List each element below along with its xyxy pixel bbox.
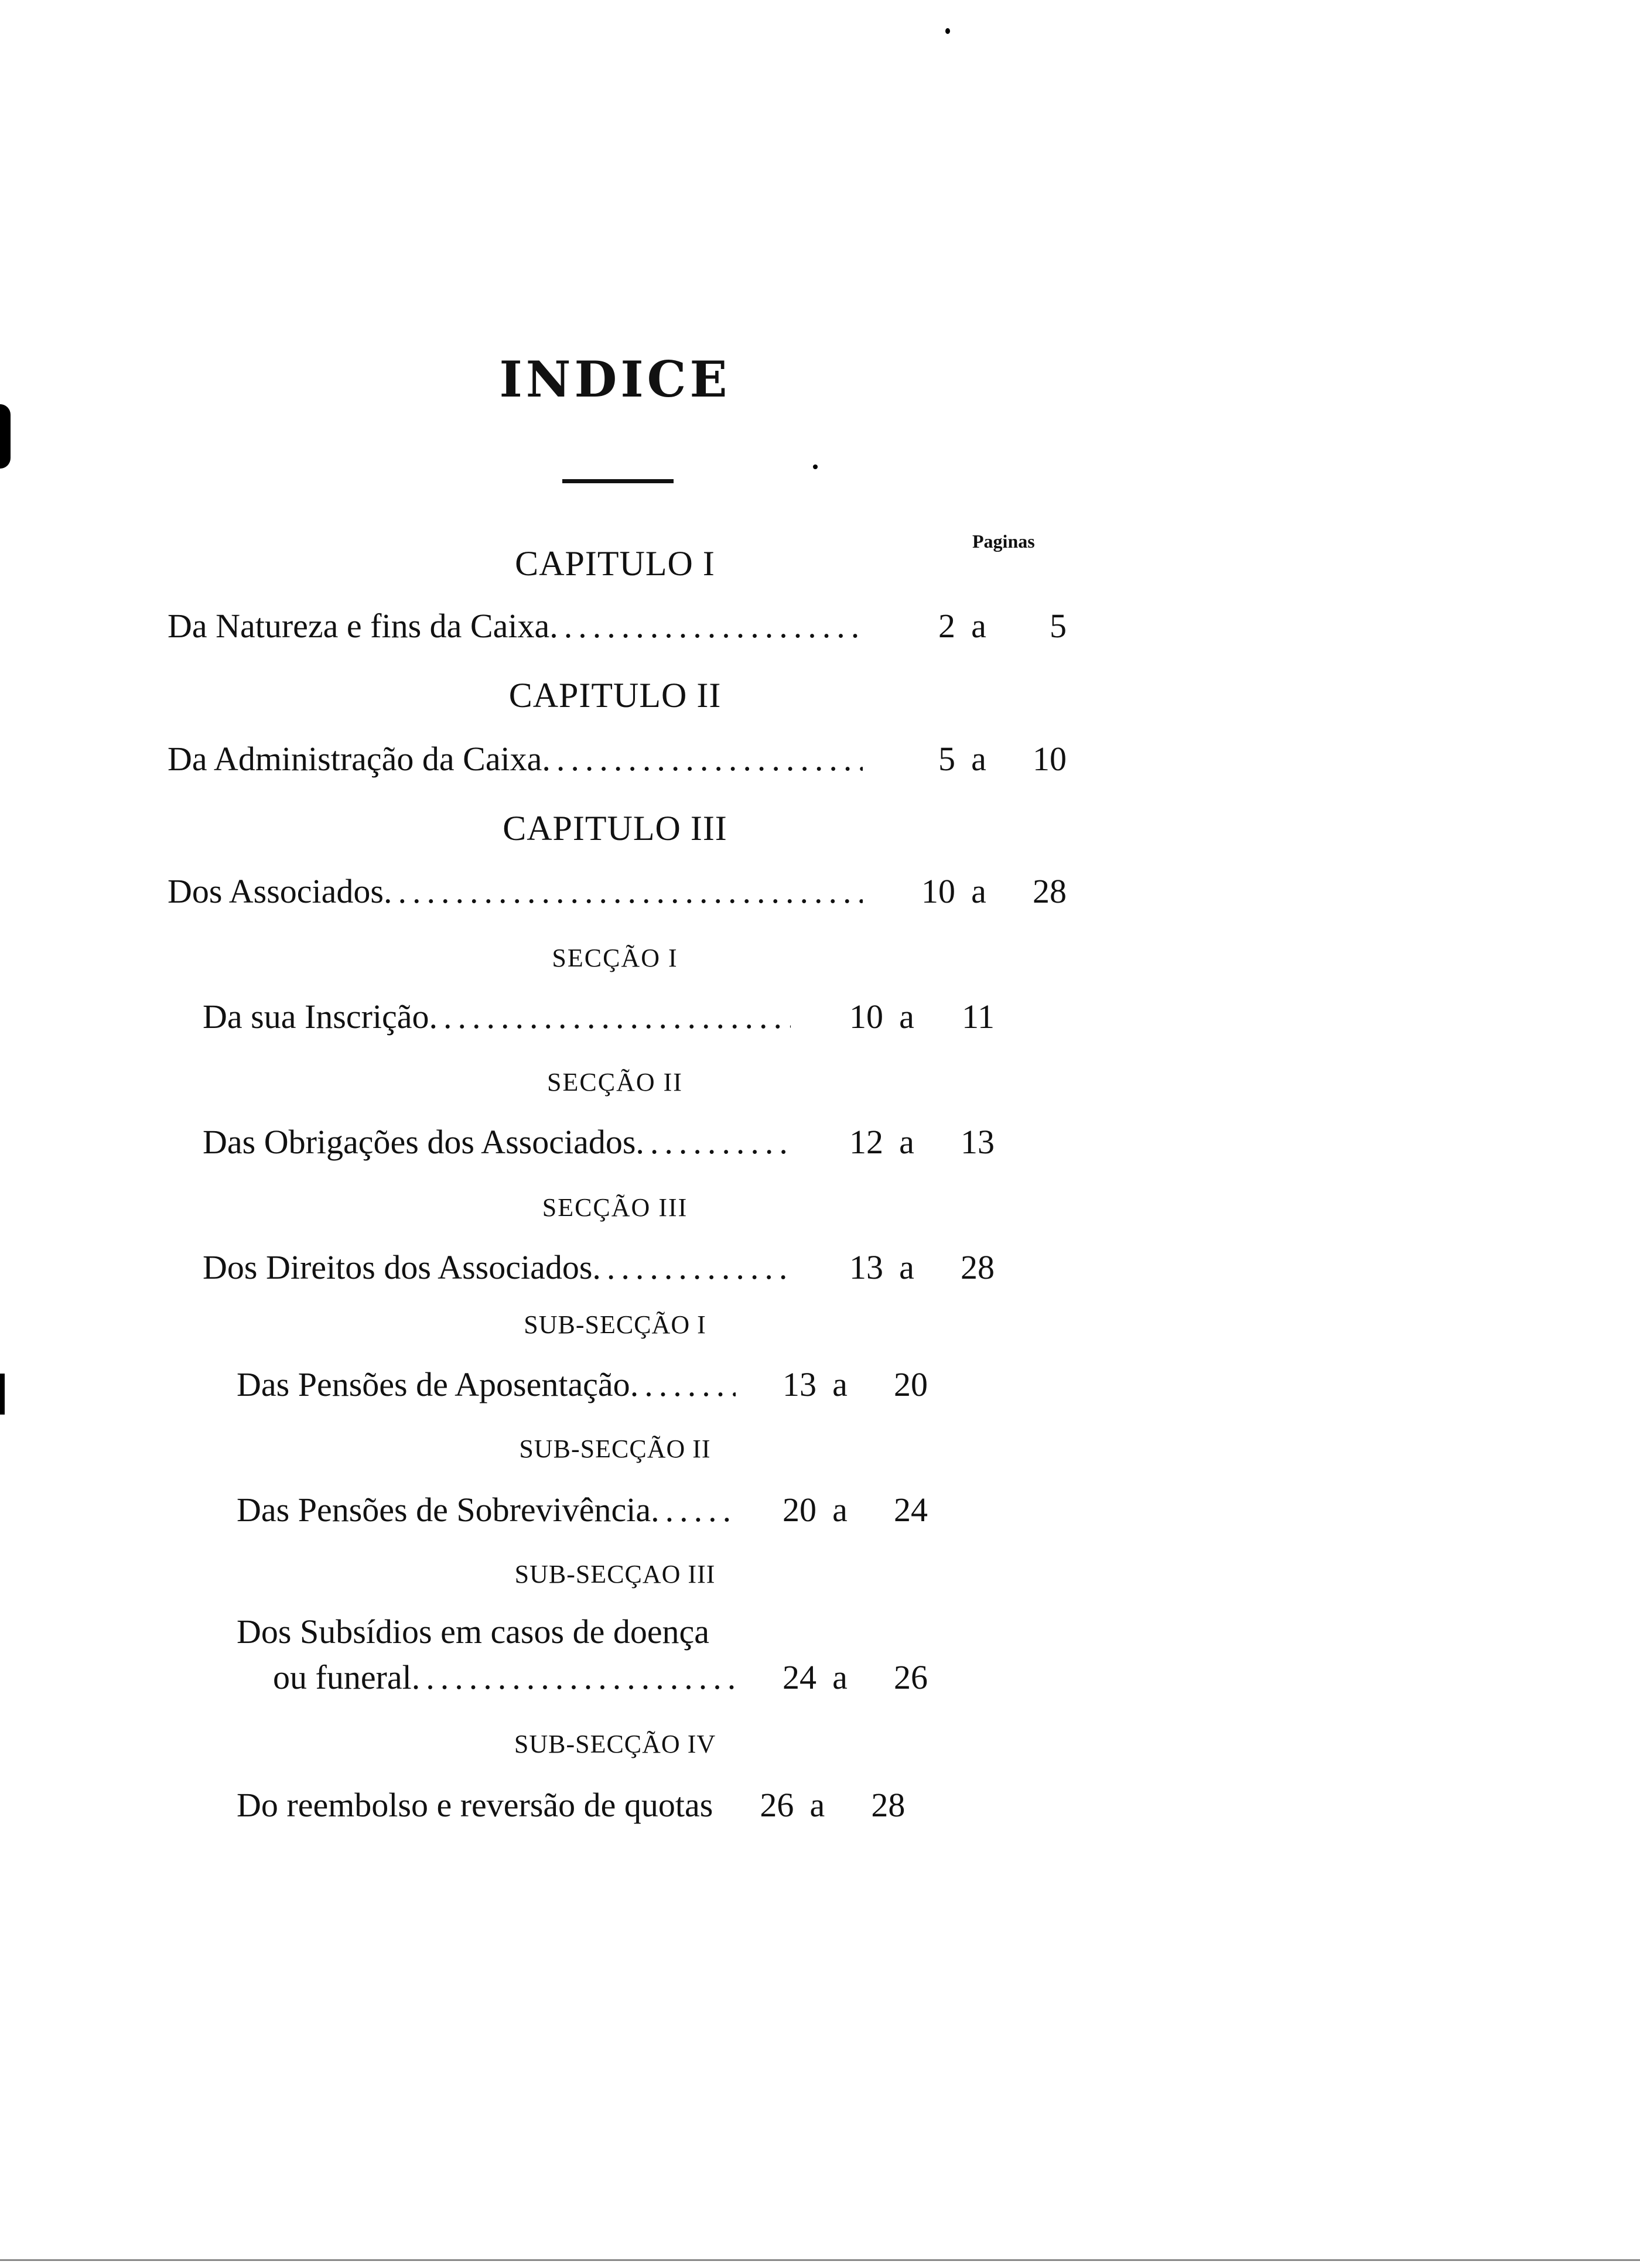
entry-text: ou funeral bbox=[273, 1658, 412, 1696]
entry-text: Das Obrigações dos Associados bbox=[203, 1123, 636, 1161]
scan-edge-mark-lower bbox=[0, 1374, 5, 1415]
scan-speck bbox=[945, 28, 950, 34]
chapter-heading-3: CAPITULO III bbox=[503, 809, 727, 848]
page-to: 28 bbox=[871, 1786, 906, 1824]
paginas-label: Paginas bbox=[972, 531, 1035, 552]
entry-text: Da Natureza e fins da Caixa bbox=[168, 607, 550, 645]
range-connector: a bbox=[809, 1786, 825, 1824]
page-to: 20 bbox=[894, 1365, 928, 1403]
range-connector: a bbox=[971, 740, 986, 778]
page-from: 20 bbox=[783, 1491, 816, 1529]
index-entry-aposentacao bbox=[237, 1365, 928, 1404]
range-connector: a bbox=[899, 1248, 914, 1286]
entry-text: Dos Direitos dos Associados bbox=[203, 1248, 593, 1286]
index-entry-direitos bbox=[203, 1248, 995, 1287]
scan-edge-mark bbox=[0, 404, 11, 469]
chapter-heading-2: CAPITULO II bbox=[508, 676, 722, 715]
range-connector: a bbox=[971, 607, 986, 645]
index-entry-administracao bbox=[168, 739, 1067, 778]
page-from: 12 bbox=[849, 1123, 883, 1161]
leader-dots bbox=[651, 1490, 736, 1529]
entry-text: Do reembolso e reversão de quotas bbox=[237, 1786, 713, 1824]
page-from: 10 bbox=[849, 998, 883, 1036]
index-entry-natureza bbox=[168, 606, 1067, 645]
leader-dots bbox=[412, 1658, 736, 1697]
page-to: 24 bbox=[894, 1491, 928, 1529]
range-connector: a bbox=[899, 998, 914, 1036]
page-from: 13 bbox=[849, 1248, 883, 1286]
index-entry-subsidios bbox=[273, 1658, 928, 1697]
page-to: 10 bbox=[1033, 740, 1067, 778]
subsection-heading-2: SUB-SECÇÃO II bbox=[519, 1434, 711, 1463]
leader-dots bbox=[549, 606, 863, 645]
leader-dots bbox=[636, 1122, 791, 1162]
page-from: 2 bbox=[938, 607, 955, 645]
leader-dots bbox=[592, 1248, 791, 1287]
index-entry-associados bbox=[168, 872, 1067, 911]
entry-text: Dos Associados bbox=[168, 872, 384, 910]
page-title: INDICE bbox=[499, 350, 731, 408]
entry-text-line1: Dos Subsídios em casos de doença bbox=[237, 1613, 710, 1651]
title-rule bbox=[562, 479, 674, 483]
leader-dots bbox=[630, 1365, 736, 1404]
page-to: 11 bbox=[962, 998, 995, 1036]
index-entry-reembolso bbox=[237, 1785, 928, 1825]
entry-text: Das Pensões de Aposentação bbox=[237, 1365, 630, 1403]
page-to: 26 bbox=[894, 1658, 928, 1696]
range-connector: a bbox=[832, 1491, 848, 1529]
range-connector: a bbox=[971, 872, 986, 910]
page-from: 13 bbox=[783, 1365, 816, 1403]
leader-dots bbox=[429, 997, 791, 1036]
scan-speck-2 bbox=[813, 464, 818, 469]
index-entry-obrigacoes bbox=[203, 1122, 995, 1162]
page-from: 26 bbox=[760, 1786, 794, 1824]
section-heading-3: SECÇÃO III bbox=[542, 1193, 688, 1222]
leader-dots bbox=[542, 739, 863, 778]
index-entry-inscricao bbox=[203, 997, 995, 1036]
page-from: 24 bbox=[783, 1658, 816, 1696]
leader-dots bbox=[384, 872, 863, 911]
section-heading-1: SECÇÃO I bbox=[552, 944, 678, 972]
subsection-heading-3: SUB-SECÇAO III bbox=[514, 1560, 716, 1589]
subsection-heading-4: SUB-SECÇÃO IV bbox=[514, 1730, 716, 1758]
chapter-heading-1: CAPITULO I bbox=[515, 544, 715, 583]
page-from: 10 bbox=[921, 872, 955, 910]
page-to: 28 bbox=[961, 1248, 995, 1286]
page-to: 28 bbox=[1033, 872, 1067, 910]
page-to: 5 bbox=[1050, 607, 1067, 645]
subsection-heading-1: SUB-SECÇÃO I bbox=[524, 1310, 706, 1339]
page-from: 5 bbox=[938, 740, 955, 778]
entry-text: Das Pensões de Sobrevivência bbox=[237, 1491, 651, 1529]
range-connector: a bbox=[899, 1123, 914, 1161]
entry-text: Da sua Inscrição bbox=[203, 998, 429, 1036]
section-heading-2: SECÇÃO II bbox=[547, 1068, 683, 1097]
range-connector: a bbox=[832, 1658, 848, 1696]
range-connector: a bbox=[832, 1365, 848, 1403]
scan-bottom-edge bbox=[0, 2259, 1640, 2261]
page-to: 13 bbox=[961, 1123, 995, 1161]
entry-text: Da Administração da Caixa bbox=[168, 740, 542, 778]
index-entry-sobrevivencia bbox=[237, 1490, 928, 1529]
